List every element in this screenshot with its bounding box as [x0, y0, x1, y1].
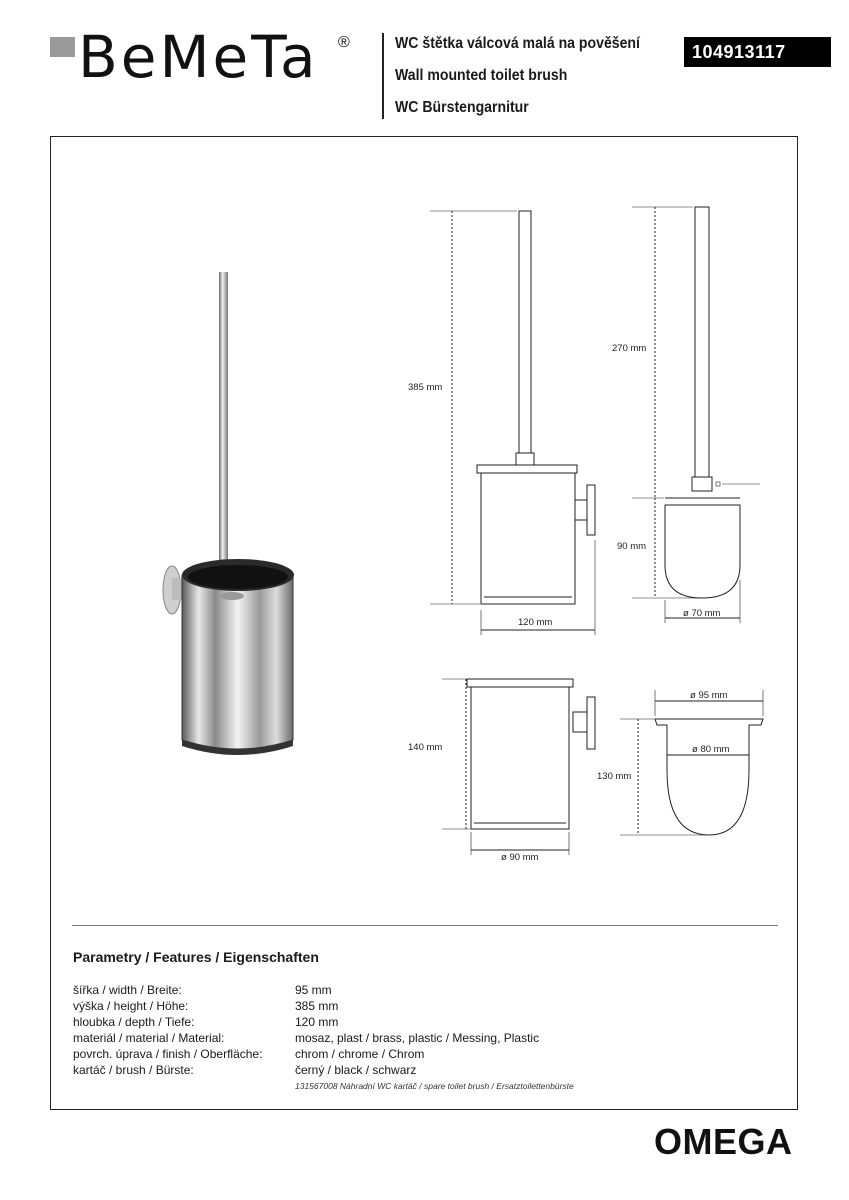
dim-brush-length: 270 mm	[612, 343, 647, 354]
dim-brush-head-height: 90 mm	[617, 541, 647, 552]
section-divider	[72, 925, 778, 926]
registered-mark: ®	[338, 34, 350, 51]
title-cs: WC štětka válcová malá na pověšení	[395, 35, 640, 52]
dim-brush-head-diameter: ø 70 mm	[683, 608, 721, 619]
spec-label: hloubka / depth / Tiefe:	[73, 1015, 195, 1029]
spec-label: šířka / width / Breite:	[73, 983, 182, 997]
product-photo	[163, 272, 294, 755]
side-view-drawing	[430, 211, 595, 635]
brush-drawing	[632, 207, 760, 623]
spec-value: 95 mm	[295, 983, 332, 997]
insert-drawing	[620, 690, 763, 835]
dim-holder-height: 140 mm	[408, 742, 443, 753]
spec-value: 385 mm	[295, 999, 339, 1013]
dim-holder-diameter: ø 90 mm	[501, 852, 539, 863]
product-code: 104913117	[684, 37, 831, 67]
spec-value: 120 mm	[295, 1015, 339, 1029]
features-title: Parametry / Features / Eigenschaften	[73, 949, 319, 965]
dim-insert-height: 130 mm	[597, 771, 632, 782]
spec-label: kartáč / brush / Bürste:	[73, 1063, 194, 1077]
spare-part-note: 131567008 Náhradní WC kartáč / spare toilet brush / Ersatztoilettenbürste	[295, 1081, 574, 1091]
brand-logo: BeMeTa	[78, 23, 319, 91]
dim-insert-inner-diameter: ø 80 mm	[692, 744, 730, 755]
spec-value: mosaz, plast / brass, plastic / Messing, Plastic	[295, 1031, 540, 1045]
spec-value: černý / black / schwarz	[295, 1063, 417, 1077]
dim-depth: 120 mm	[518, 617, 553, 628]
dim-total-height: 385 mm	[408, 382, 443, 393]
spec-label: povrch. úprava / finish / Oberfläche:	[73, 1047, 263, 1061]
holder-drawing	[442, 679, 595, 855]
title-de: WC Bürstengarnitur	[395, 99, 529, 116]
title-en: Wall mounted toilet brush	[395, 67, 568, 84]
spec-value: chrom / chrome / Chrom	[295, 1047, 425, 1061]
spec-label: materiál / material / Material:	[73, 1031, 225, 1045]
spec-label: výška / height / Höhe:	[73, 999, 189, 1013]
dim-insert-outer-diameter: ø 95 mm	[690, 690, 728, 701]
series-name: OMEGA	[654, 1121, 793, 1162]
